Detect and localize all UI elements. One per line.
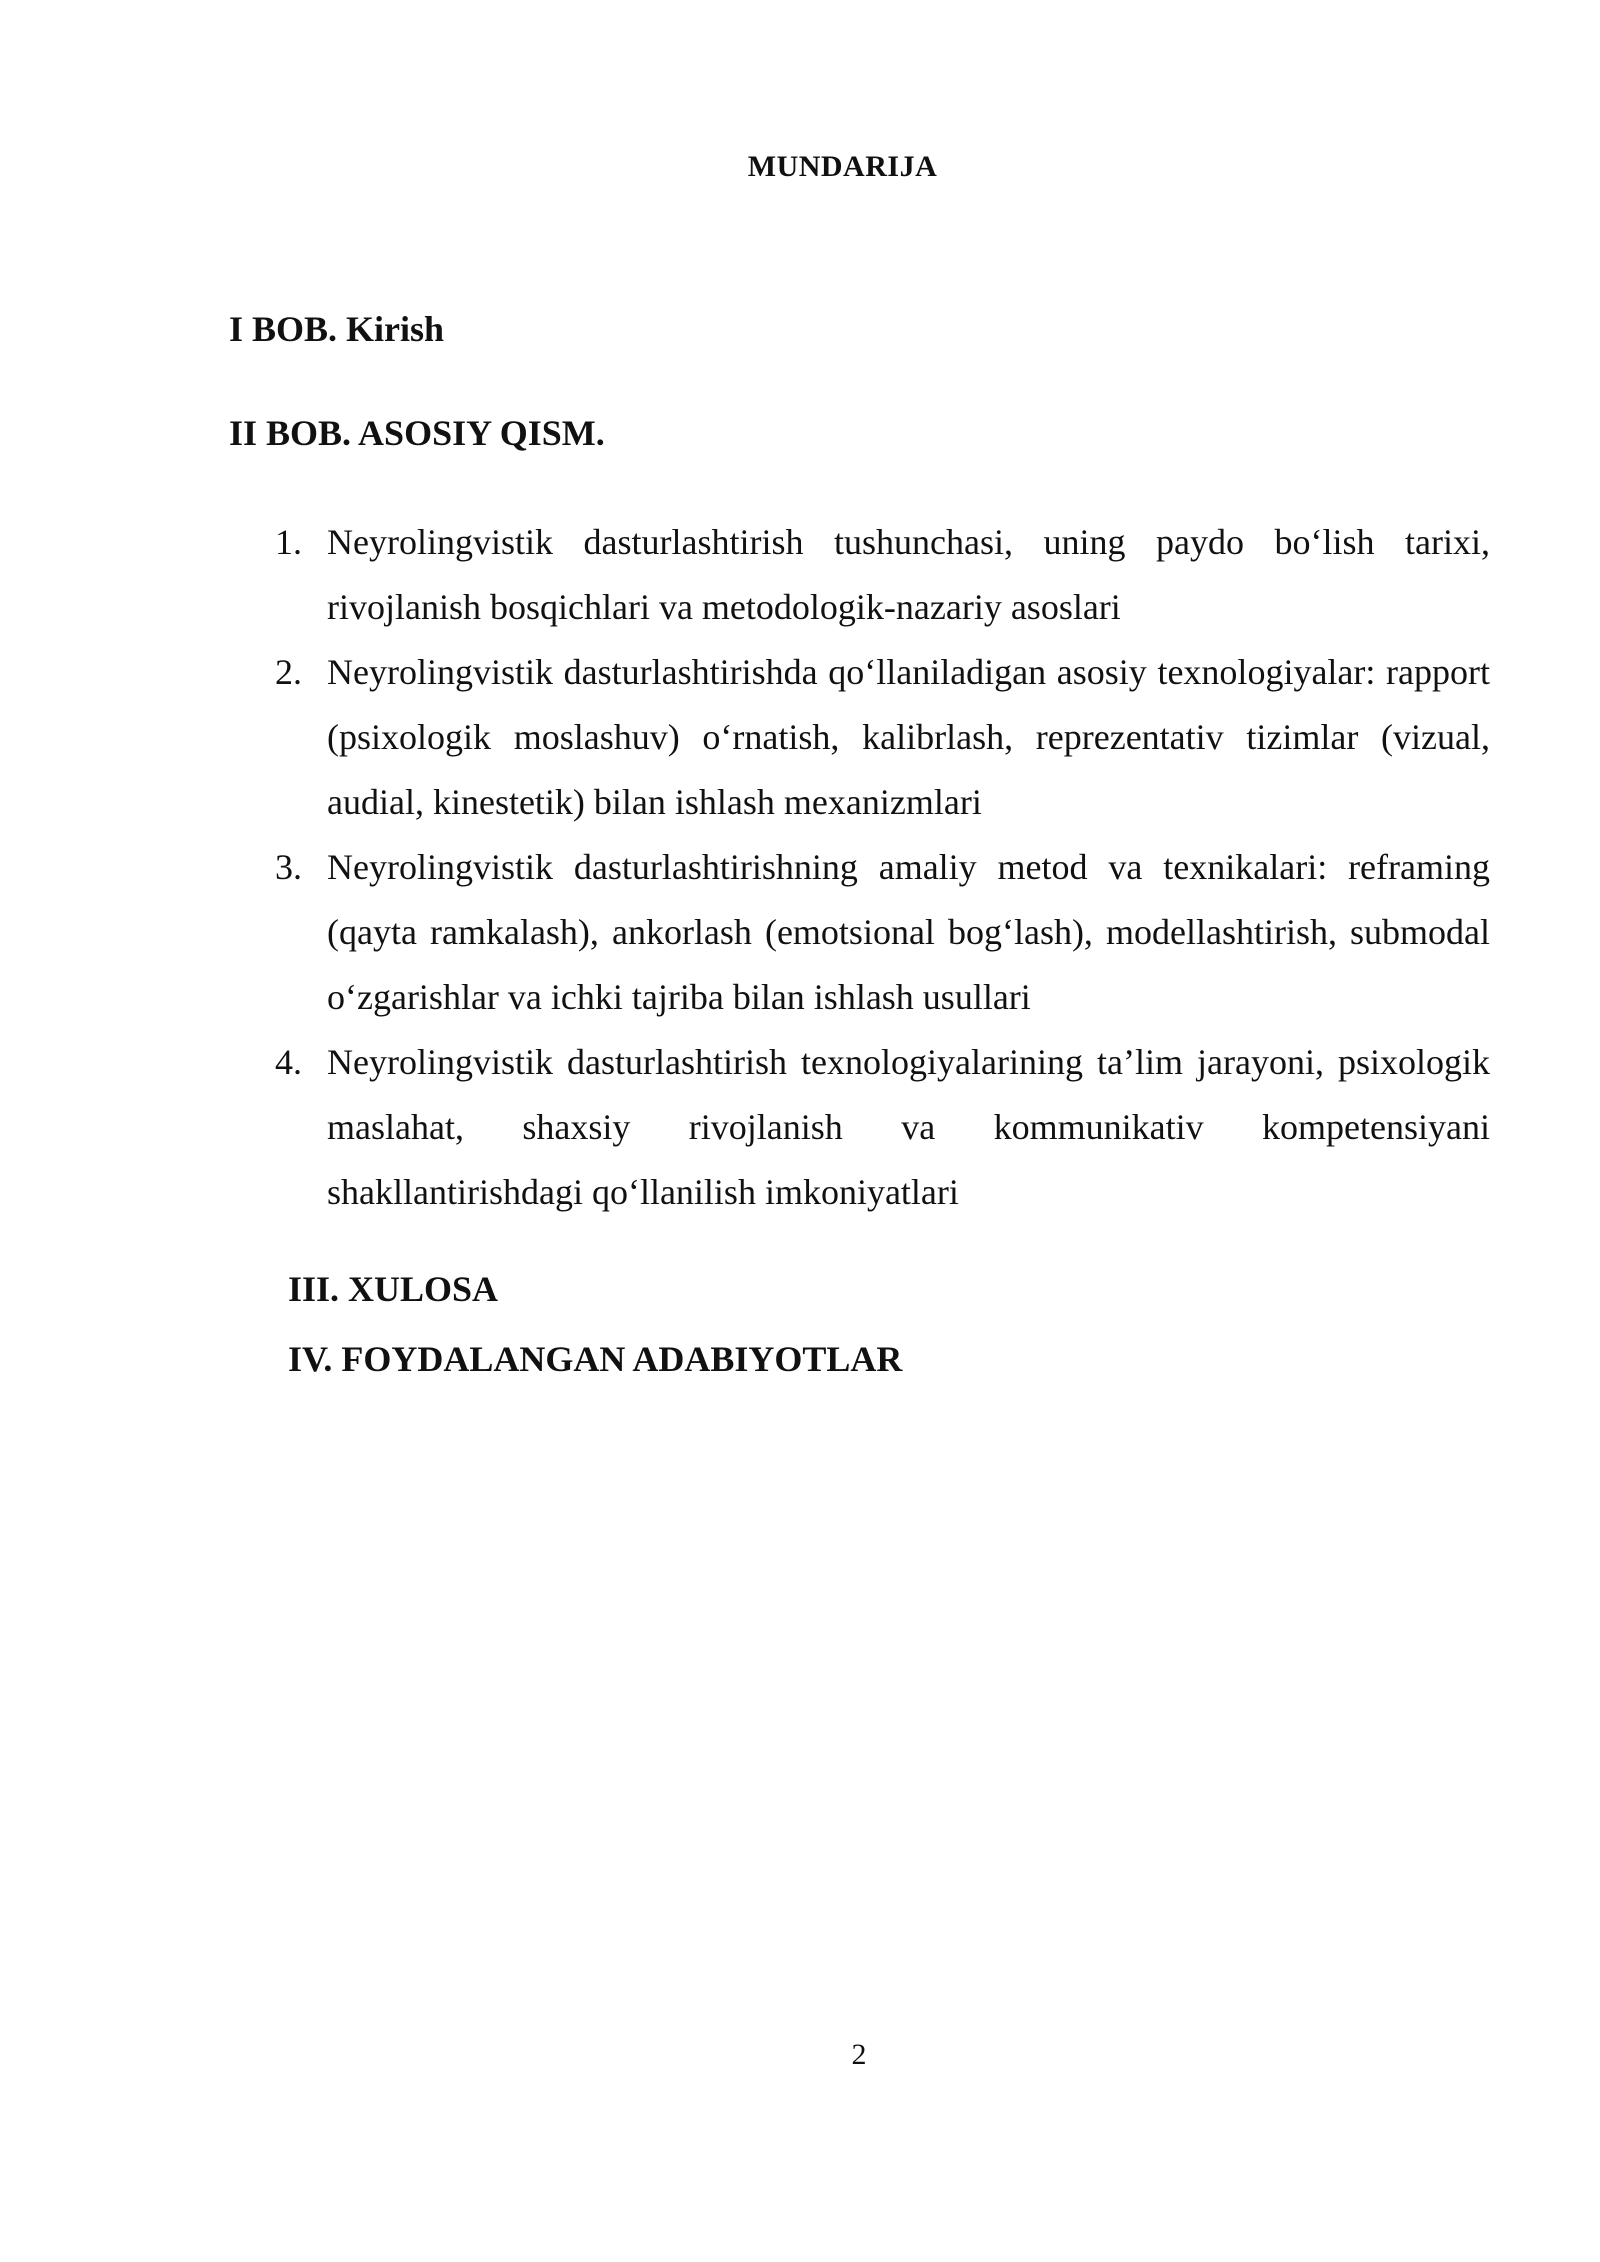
- section-item-2: [275, 640, 1490, 835]
- section-text: Neyrolingvistik dasturlashtirish tushunchasi, uning paydo bo‘lish tarixi, rivojlanish bosqichlari va metodologik-nazariy asoslari: [327, 522, 1490, 627]
- toc-title: MUNDARIJA: [747, 150, 938, 183]
- chapter-3-heading: III. XULOSA: [288, 1269, 499, 1309]
- section-text: Neyrolingvistik dasturlashtirish texnologiyalarining ta’lim jarayoni, psixologik maslahat, shaxsiy rivojlanish va kommunikativ kompetensiyani shakllantirishdagi qo‘llanilish imkoniyatlari: [327, 1042, 1490, 1212]
- chapter-1-heading: I BOB. Kirish: [229, 309, 445, 349]
- section-text: Neyrolingvistik dasturlashtirishda qo‘llaniladigan asosiy texnologiyalar: rapport (psixologik moslashuv) o‘rnatish, kalibrlash, reprezentativ tizimlar (vizual, audial, kinestetik) bilan ishlash mexanizmlari: [327, 652, 1490, 822]
- section-number: 1.: [275, 522, 302, 562]
- section-item-3: [275, 835, 1490, 1030]
- section-number: 2.: [275, 652, 302, 692]
- section-item-1: [275, 510, 1490, 640]
- section-number: 3.: [275, 847, 302, 887]
- section-list: [275, 510, 1490, 1225]
- page-number: 2: [851, 2038, 867, 2071]
- section-text: Neyrolingvistik dasturlashtirishning amaliy metod va texnikalari: reframing (qayta ramkalash), ankorlash (emotsional bog‘lash), modellashtirish, submodal o‘zgarishlar va ichki tajriba bilan ishlash usullari: [327, 847, 1490, 1017]
- chapter-2-heading: II BOB. ASOSIY QISM.: [229, 413, 605, 453]
- section-item-4: [275, 1030, 1490, 1225]
- chapter-4-heading: IV. FOYDALANGAN ADABIYOTLAR: [288, 1339, 903, 1379]
- section-number: 4.: [275, 1042, 302, 1082]
